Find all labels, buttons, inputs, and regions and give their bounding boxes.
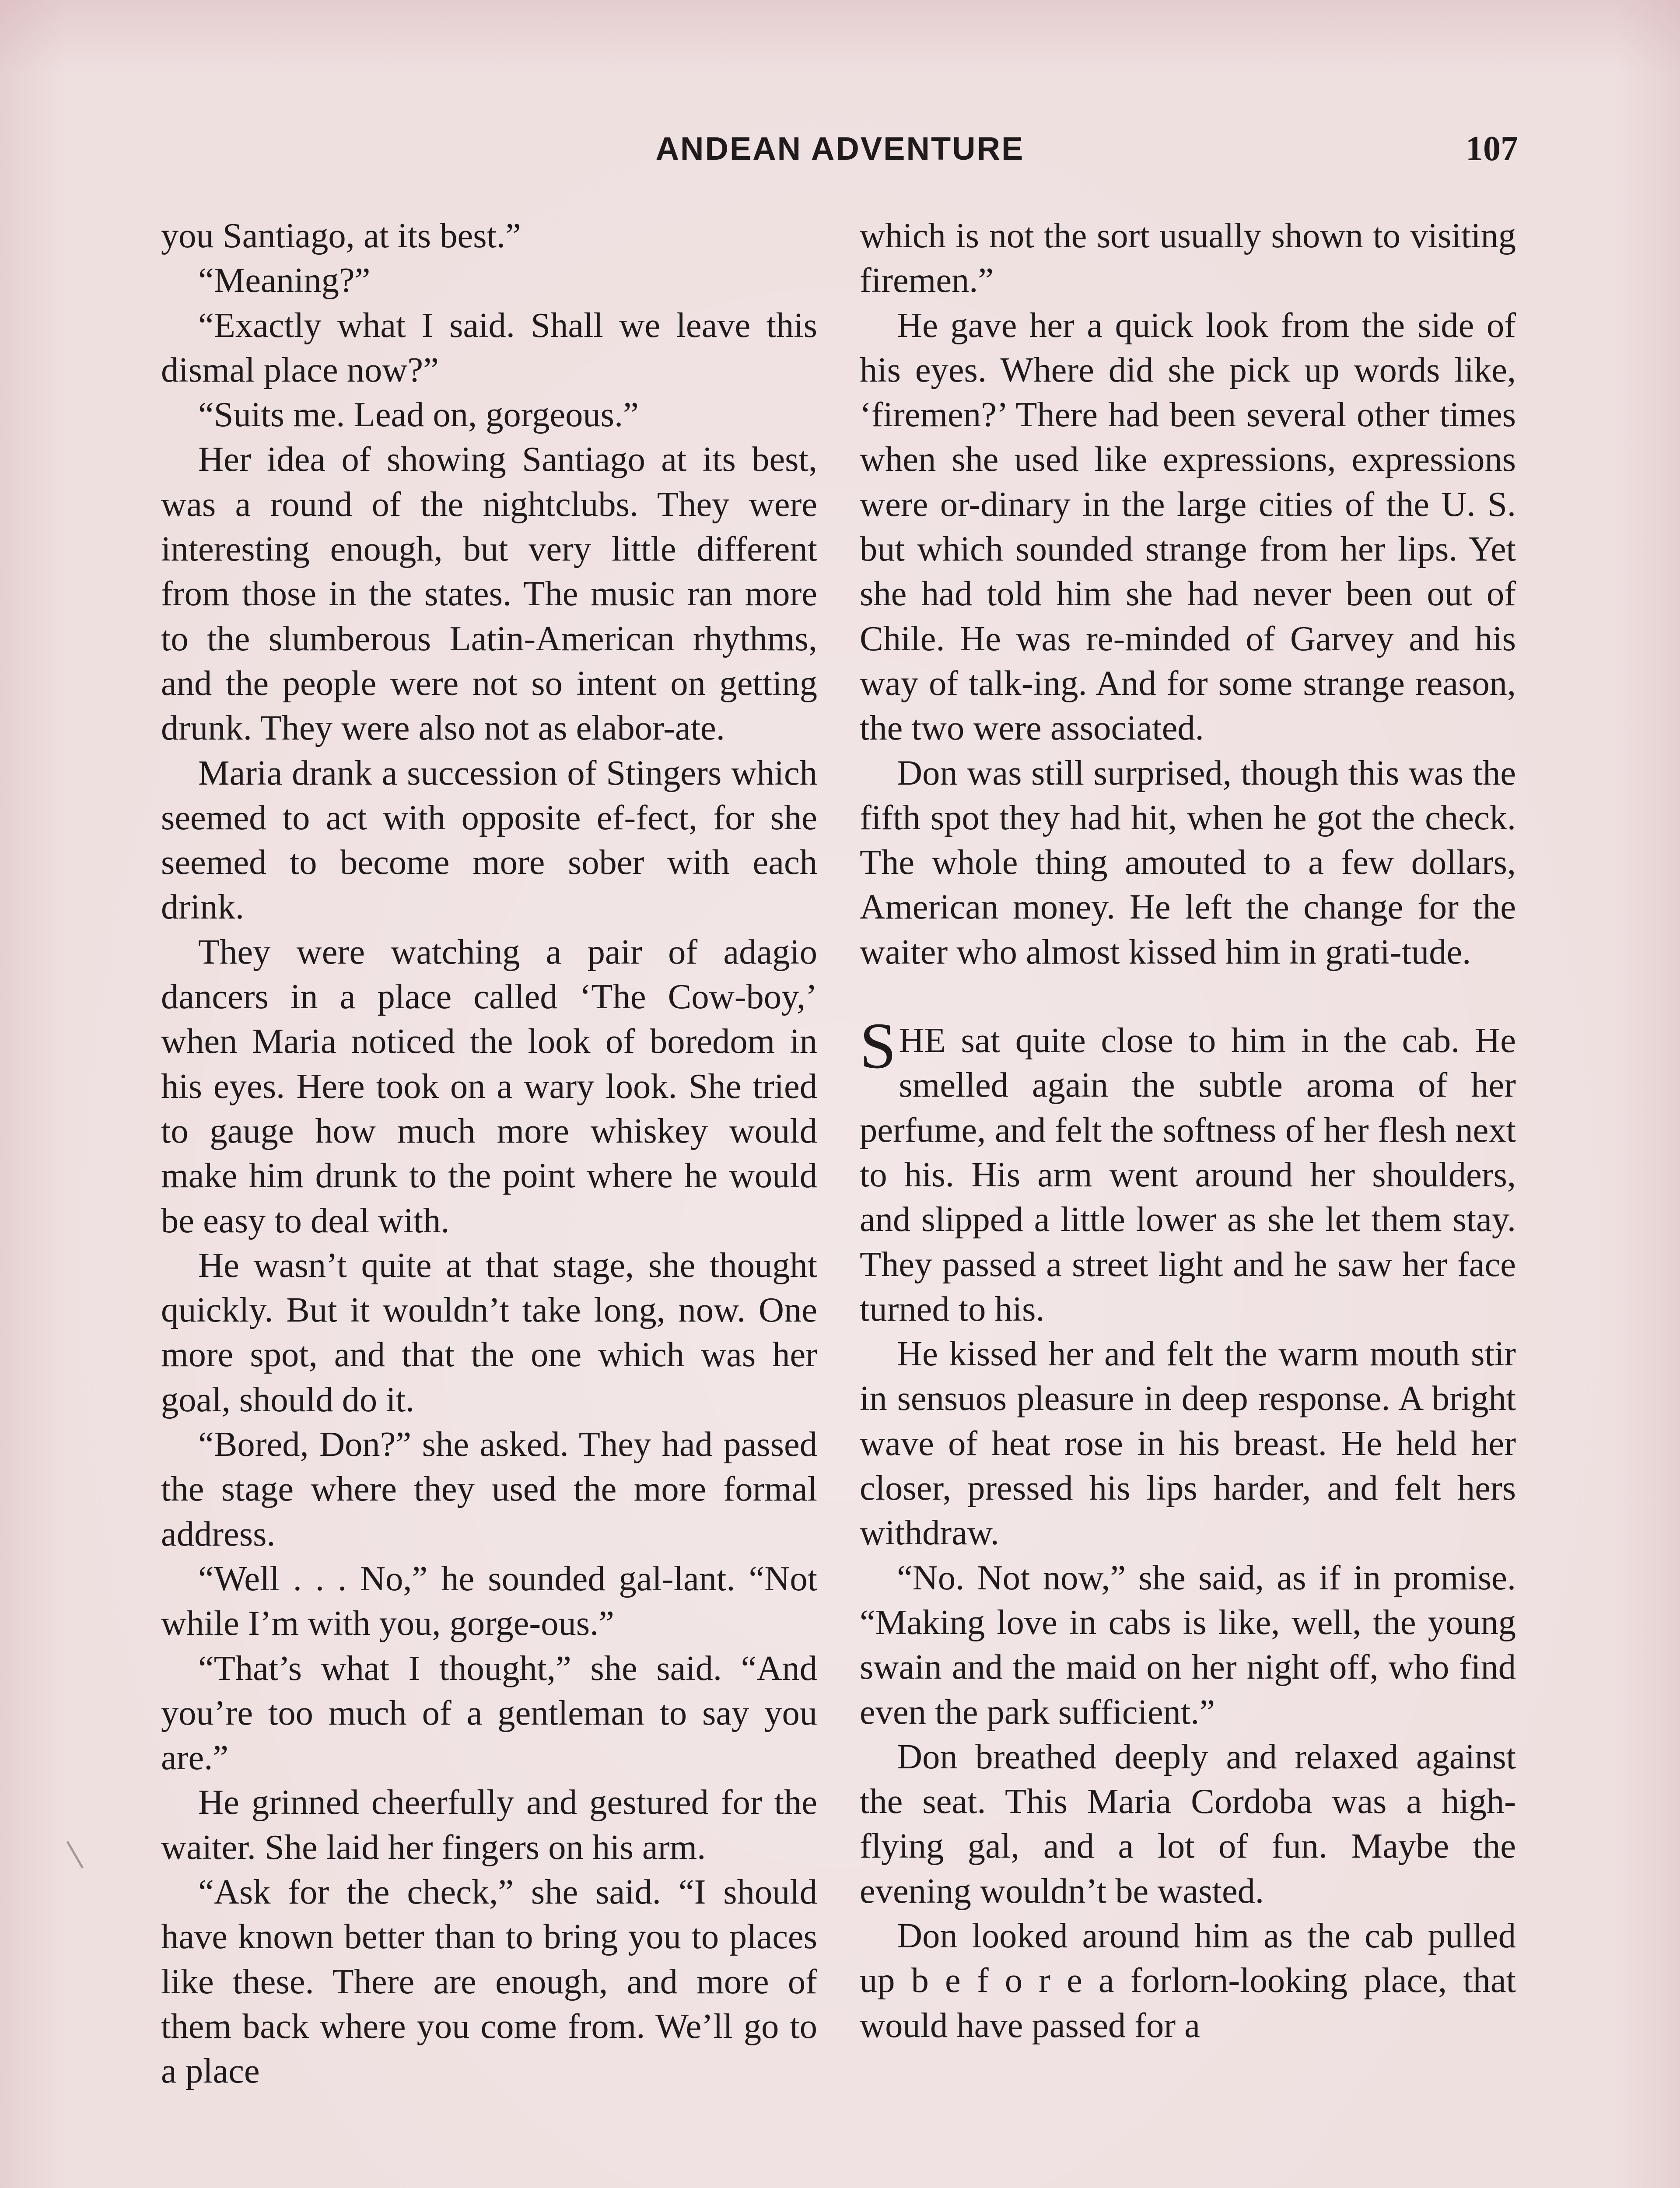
paragraph: “Suits me. Lead on, gorgeous.” (198, 395, 639, 435)
paper-mark (66, 1838, 89, 1869)
drop-cap: S (860, 1010, 896, 1083)
paragraph: “Exactly what I said. Shall we leave this dismal place now?” (161, 305, 817, 389)
paragraph: He grinned cheerfully and gestured for the waiter. She laid her fingers on his arm. (161, 1783, 817, 1867)
paragraph: Don was still surprised, though this was the fifth spot they had hit, when he got the check. The whole thing amouted to a few dollars, American money. He left the change for the waiter who almost kissed him in grati-tude. (860, 753, 1516, 971)
page-header (162, 127, 1518, 175)
paragraph: you Santiago, at its best.” (161, 216, 521, 255)
paragraph: Don breathed deeply and relaxed against the seat. This Maria Cordoba was a high-flying gal, and a lot of fun. Maybe the evening wouldn’t be wasted. (860, 1737, 1516, 1911)
right-column (860, 214, 1516, 2048)
paragraph: Her idea of showing Santiago at its best, was a round of the nightclubs. They were interesting enough, but very little different from those in the states. The music ran more to the slumberous Latin-American rhythms, and the people were not so intent on getting drunk. They were also not as elabor-ate. (161, 440, 817, 748)
paragraph: He kissed her and felt the warm mouth stir in sensuos pleasure in deep response. A bright wave of heat rose in his breast. He held her closer, pressed his lips harder, and felt hers withdraw. (860, 1334, 1516, 1553)
paragraph: “Ask for the check,” she said. “I should have known better than to bring you to places like these. There are enough, and more of them back where you come from. We’ll go to a place (161, 1872, 817, 2091)
paragraph: “No. Not now,” she said, as if in promise. “Making love in cabs is like, well, the young swain and the maid on her night off, who find even the park sufficient.” (860, 1558, 1516, 1732)
paragraph: Maria drank a succession of Stingers which seemed to act with opposite ef-fect, for she seemed to become more sober with each drink. (161, 753, 817, 927)
paragraph: “That’s what I thought,” she said. “And you’re too much of a gentleman to say you are.” (161, 1648, 817, 1778)
paragraph: which is not the sort usually shown to visiting firemen.” (860, 216, 1516, 300)
section-first-paragraph-text: HE sat quite close to him in the cab. He smelled again the subtle aroma of her perfume, and felt the softness of her flesh next to his. His arm went around her shoulders, and slipped a little lower as she let them stay. They passed a street light and he saw her face turned to his. (860, 1021, 1516, 1329)
paragraph: Don looked around him as the cab pulled up b e f o r e a forlorn-looking place, that would have passed for a (860, 1916, 1516, 2045)
paragraph: “Meaning?” (198, 261, 371, 300)
paragraph: “Bored, Don?” she asked. They had passed the stage where they used the more formal address. (161, 1425, 817, 1553)
page-number: 107 (1466, 130, 1518, 168)
paragraph: He gave her a quick look from the side of his eyes. Where did she pick up words like, ‘firemen?’ There had been several other times when she used like expressions, expressions were or-dinary in the large cities of the U. S. but which sounded strange from her lips. Yet she had told him she had never been out of Chile. He was re-minded of Garvey and his way of talk-ing. And for some strange reason, the two were associated. (860, 305, 1516, 748)
left-column (161, 214, 817, 2093)
paragraph: He wasn’t quite at that stage, she thought quickly. But it wouldn’t take long, now. One more spot, and that the one which was her goal, should do it. (161, 1245, 817, 1419)
section-first-paragraph (860, 1010, 1516, 1332)
running-title: ANDEAN ADVENTURE (655, 130, 1025, 167)
paragraph: They were watching a pair of adagio dancers in a place called ‘The Cow-boy,’ when Maria noticed the look of boredom in his eyes. Here took on a wary look. She tried to gauge how much more whiskey would make him drunk to the point where he would be easy to deal with. (161, 932, 817, 1240)
paragraph: “Well . . . No,” he sounded gal-lant. “Not while I’m with you, gorge-ous.” (161, 1559, 817, 1643)
